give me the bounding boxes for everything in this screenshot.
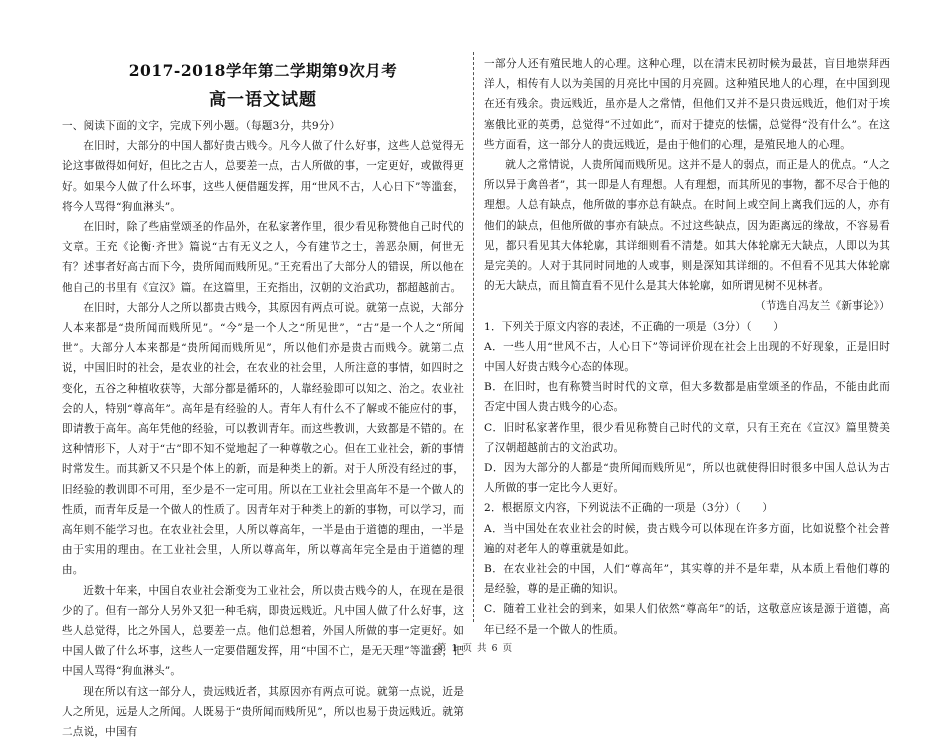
passage-paragraph: 在旧时，大部分人之所以都贵古贱今，其原因有两点可说。就第一点说，大部分人本来都是“贵所闻而贱所见”。“今”是一个人之“所见世”，“古”是一个人之“所闻世”。大部分人本来都是“贵所闻而贱所见”，所以他们亦是贵古而贱今。就第二点说，中国旧时的社会，是农业的社会，在农业的社会里，人所注意的事情，如四时之变化，五谷之种植收获等，大部分都是循环的，人靠经验即可以知之、治之。农业社会的人，特别“尊高年”。高年是有经验的人。青年人有什么不了解或不能应付的事，即请教于高年。高年凭他的经验，可以教训青年。而这些教训，大致都是不错的。在这种情形下，人对于“古”即不知不觉地起了一种尊敬之心。但在工业社会，新的事情时常发生。而其新又不只是个体上的新，而是种类上的新。对于人所没有经过的事，旧经验的教训即不可用，至少是不一定可用。所以在工业社会里高年不是一个做人的性质，而青年反是一个做人的性质了。因青年对于种类上的新的事物，可以学习，而高年则不能学习也。在农业社会里，人所以尊高年，一半是由于道德的理由，一半是由于实用的理由。在工业社会里，人所以尊高年，所以尊高年完全是由于道德的理由。 <box>62 301 464 577</box>
question-option: D．因为大部分的人都是“贵所闻而贱所见”，所以也就使得旧时很多中国人总认为古人所做的事一定比今人更好。 <box>484 462 890 495</box>
question-option: B．在农业社会的中国，人们“尊高年”，其实尊的并不是年辈，从本质上看他们尊的是经验，尊的是正确的知识。 <box>484 563 890 596</box>
page-footer: 第 1 页 共 6 页 <box>436 643 514 654</box>
passage-paragraph: 在旧时，大部分的中国人都好贵古贱今。凡今人做了什么好事，这些人总觉得无论这事做得如何好，但比之古人，总要差一点，古人所做的事，一定更好，或做得更好。如果今人做了什么坏事，这些人便借题发挥，用“世风不古，人心日下”等滥套，将今人骂得“狗血淋头”。 <box>62 140 464 213</box>
question-option: A．当中国处在农业社会的时候，贵古贱今可以体现在许多方面，比如说整个社会普遍的对老年人的尊重就是如此。 <box>484 522 890 555</box>
section-intro: 一、阅读下面的文字，完成下列小题。（每题3分，共9分） <box>62 120 341 132</box>
question-stem: 2．根据原文内容，下列说法不正确的一项是（3分）（ ） <box>484 502 774 515</box>
exam-title: 2017-2018学年第二学期第9次月考 <box>128 61 398 80</box>
passage-paragraph: 一部分人还有殖民地人的心理。这种心理，以在清末民初时候为最甚，盲目地崇拜西洋人，相传有人以为美国的月亮比中国的月亮圆。这种殖民地人的心理，在中国到现在还有残余。贵远贱近，虽亦是人之常情，但他们又并不是只贵远贱近，他们对于埃塞俄比亚的英勇，总觉得“不过如此”，而对于捷克的怯懦，总觉得“没有什么”。在这些方面看，这一部分人的贵远贱近，是由于他们的心理，是殖民地人的心理。 <box>484 58 890 151</box>
right-column <box>484 54 890 640</box>
column-divider <box>473 52 474 622</box>
passage-paragraph: 在旧时，除了些庙堂颂圣的作品外，在私家著作里，很少看见称赞他自己时代的文章。王充《论衡·齐世》篇说“古有无义之人，今有建节之士，善恶杂厕，何世无有？述事者好高古而下今，贵所闻而贱所见。”王充看出了大部分人的错误，所以他在他自己的书里有《宣汉》篇。在这篇里，王充指出，汉朝的文治武功，都超越前古。 <box>62 221 464 294</box>
question-option: B．在旧时，也有称赞当时时代的文章，但大多数都是庙堂颂圣的作品，不能由此而否定中国人贵古贱今的心态。 <box>484 381 890 414</box>
question-option: A．一些人用“世风不古，人心日下”等词评价现在社会上出现的不好现象，正是旧时中国人好贵古贱今心态的体现。 <box>484 340 890 374</box>
question-option: C．随着工业社会的到来，如果人们依然“尊高年”的话，这敬意应该是源于道德，高年已经不是一个做人的性质。 <box>484 603 890 636</box>
passage-paragraph: 近数十年来，中国自农业社会渐变为工业社会，所以贵古贱今的人，在现在是很少的了。但有一部分人另外又犯一种毛病，即贵远贱近。凡中国人做了什么好事，这些人总觉得，比之外国人，总要差一点。他们总想着，外国人所做的事一定更好。如中国人做了什么坏事，这些人一定要借题发挥，用“中国不亡，是无天理”等滥套，把中国人骂得“狗血淋头”。 <box>62 584 464 678</box>
passage-source: （节选自冯友兰《新事论》） <box>754 300 890 313</box>
question-stem: 1．下列关于原文内容的表述，不正确的一项是（3分）（ ） <box>484 320 785 333</box>
passage-paragraph: 就人之常情说，人贵所闻而贱所见。这并不是人的弱点，而正是人的优点。“人之所以异于禽兽者”，其一即是人有理想。人有理想，而其所见的事物，都不尽合于他的理想。人总有缺点，他所做的事亦总有缺点。在时间上或空间上离我们远的人，亦有他们的缺点，但他所做的事亦有缺点。不过这些缺点，因为距离远的缘故，不容易看见，都只看见其大体轮廓，其详细则看不清楚。如其大体轮廓无大缺点，人即以为其是完美的。人对于其同时同地的人或事，则是深知其详细的。不但看不见其大体轮廓的无大缺点，而且简直看不见什么是其大体轮廓，如所谓见树不见林者。 <box>484 159 890 293</box>
passage-paragraph: 现在所以有这一部分人，贵远贱近者，其原因亦有两点可说。就第一点说，近是人之所见，远是人之所闻。人既易于“贵所闻而贱所见”，所以也易于贵远贱近。就第二点说，中国有 <box>62 685 464 739</box>
exam-subtitle: 高一语文试题 <box>209 90 317 110</box>
question-option: C．旧时私家著作里，很少看见称赞自己时代的文章，只有王充在《宣汉》篇里赞美了汉朝超越前古的文治武功。 <box>484 421 890 454</box>
